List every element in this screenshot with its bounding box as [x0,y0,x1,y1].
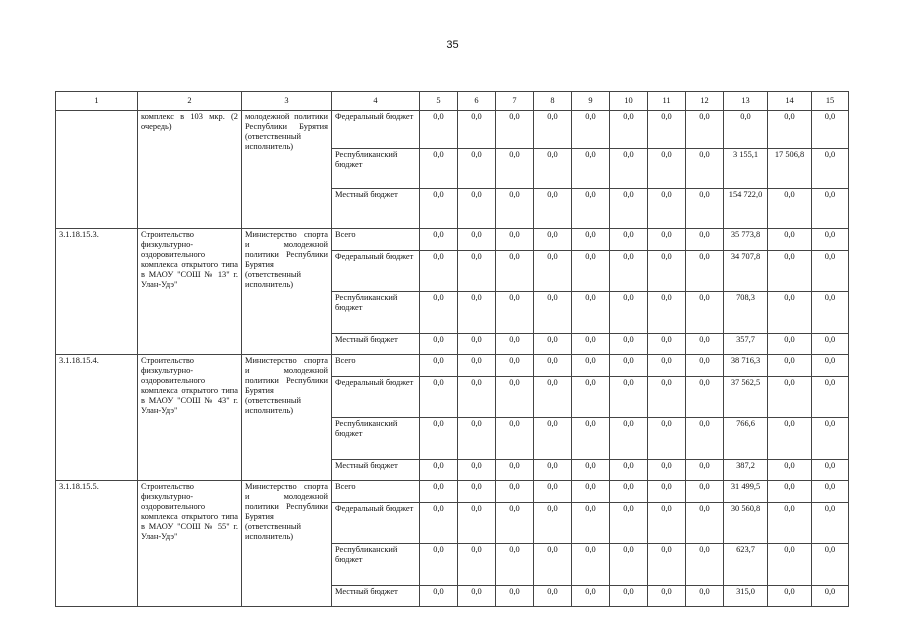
funding-source: Местный бюджет [332,189,420,229]
funding-value: 0,0 [496,418,534,460]
funding-value: 0,0 [534,355,572,377]
table-row [56,481,849,503]
funding-value: 0,0 [610,544,648,586]
funding-source: Республиканский бюджет [332,544,420,586]
funding-value: 0,0 [420,544,458,586]
funding-value: 0,0 [496,149,534,189]
funding-value: 0,0 [420,377,458,418]
funding-value: 0,0 [610,355,648,377]
funding-value: 0,0 [420,503,458,544]
funding-source: Всего [332,481,420,503]
column-header: 4 [332,92,420,111]
funding-value: 0,0 [610,189,648,229]
funding-value: 0,0 [648,292,686,334]
funding-value: 0,0 [686,586,724,607]
funding-value: 0,0 [686,481,724,503]
funding-value: 0,0 [458,111,496,149]
funding-value: 0,0 [534,503,572,544]
funding-value: 0,0 [458,460,496,481]
funding-value: 0,0 [610,251,648,292]
funding-value: 0,0 [534,251,572,292]
funding-value: 0,0 [458,481,496,503]
funding-value: 0,0 [648,149,686,189]
funding-value: 0,0 [496,292,534,334]
funding-source: Федеральный бюджет [332,111,420,149]
funding-value: 0,0 [768,586,812,607]
funding-value: 0,0 [458,503,496,544]
funding-value: 17 506,8 [768,149,812,189]
funding-value: 0,0 [420,334,458,355]
funding-value: 0,0 [812,481,849,503]
column-header: 1 [56,92,138,111]
funding-value: 0,0 [572,229,610,251]
funding-value: 0,0 [572,503,610,544]
funding-value: 0,0 [572,189,610,229]
funding-value: 315,0 [724,586,768,607]
funding-value: 0,0 [496,229,534,251]
funding-value: 0,0 [534,292,572,334]
column-header: 6 [458,92,496,111]
funding-value: 0,0 [496,377,534,418]
funding-value: 37 562,5 [724,377,768,418]
funding-value: 0,0 [768,460,812,481]
funding-value: 0,0 [496,544,534,586]
funding-value: 0,0 [610,111,648,149]
funding-value: 0,0 [768,503,812,544]
funding-value: 0,0 [610,334,648,355]
funding-value: 0,0 [768,229,812,251]
column-header: 10 [610,92,648,111]
funding-value: 0,0 [768,251,812,292]
funding-value: 0,0 [572,460,610,481]
funding-value: 0,0 [420,111,458,149]
funding-value: 35 773,8 [724,229,768,251]
funding-value: 0,0 [610,586,648,607]
funding-value: 0,0 [812,544,849,586]
table-row [56,111,849,149]
funding-value: 0,0 [686,460,724,481]
funding-value: 0,0 [458,418,496,460]
column-header: 13 [724,92,768,111]
funding-value: 0,0 [458,251,496,292]
measure-name: Строительство физкультурно-оздоровительного комплекса открытого типа в МАОУ "СОШ № 55" г. Улан-Удэ" [138,481,242,607]
measure-code: 3.1.18.15.3. [56,229,138,355]
funding-value: 0,0 [686,229,724,251]
funding-value: 0,0 [610,418,648,460]
funding-value: 0,0 [420,251,458,292]
table-body [56,92,849,607]
budget-table [55,91,849,607]
funding-value: 0,0 [768,418,812,460]
funding-value: 0,0 [812,251,849,292]
funding-value: 0,0 [686,149,724,189]
funding-source: Местный бюджет [332,460,420,481]
funding-value: 0,0 [496,355,534,377]
funding-value: 0,0 [534,586,572,607]
funding-value: 0,0 [610,229,648,251]
funding-value: 0,0 [648,189,686,229]
table-row [56,229,849,251]
funding-value: 0,0 [610,460,648,481]
funding-value: 0,0 [420,149,458,189]
funding-value: 623,7 [724,544,768,586]
funding-value: 0,0 [458,334,496,355]
funding-value: 0,0 [420,481,458,503]
funding-value: 0,0 [648,586,686,607]
funding-value: 0,0 [458,586,496,607]
funding-value: 0,0 [534,377,572,418]
funding-value: 0,0 [648,355,686,377]
funding-value: 0,0 [648,251,686,292]
funding-value: 0,0 [812,189,849,229]
funding-value: 0,0 [458,229,496,251]
funding-value: 387,2 [724,460,768,481]
funding-value: 0,0 [648,503,686,544]
column-header: 3 [242,92,332,111]
measure-name: Строительство физкультурно-оздоровительного комплекса открытого типа в МАОУ "СОШ № 43" г. Улан-Удэ" [138,355,242,481]
funding-value: 0,0 [768,189,812,229]
funding-value: 0,0 [812,586,849,607]
funding-value: 0,0 [648,544,686,586]
column-header: 15 [812,92,849,111]
funding-value: 0,0 [812,149,849,189]
funding-value: 0,0 [496,334,534,355]
funding-value: 0,0 [812,334,849,355]
funding-source: Республиканский бюджет [332,418,420,460]
funding-source: Республиканский бюджет [332,292,420,334]
funding-value: 0,0 [768,377,812,418]
column-header: 12 [686,92,724,111]
column-header: 11 [648,92,686,111]
funding-value: 0,0 [648,111,686,149]
funding-value: 0,0 [686,377,724,418]
funding-value: 0,0 [572,292,610,334]
responsible-executor: Министерство спорта и молодежной политики Республики Бурятия (ответственный исполнитель) [242,481,332,607]
funding-value: 0,0 [648,481,686,503]
funding-value: 0,0 [534,111,572,149]
funding-value: 0,0 [534,229,572,251]
funding-value: 0,0 [768,481,812,503]
funding-value: 357,7 [724,334,768,355]
responsible-executor: молодежной политики Республики Бурятия (ответственный исполнитель) [242,111,332,229]
funding-value: 0,0 [812,418,849,460]
funding-value: 3 155,1 [724,149,768,189]
funding-value: 0,0 [610,292,648,334]
funding-value: 0,0 [768,292,812,334]
measure-name: комплекс в 103 мкр. (2 очередь) [138,111,242,229]
funding-value: 0,0 [768,544,812,586]
funding-value: 0,0 [534,418,572,460]
funding-value: 0,0 [458,377,496,418]
funding-value: 0,0 [420,355,458,377]
funding-value: 0,0 [610,481,648,503]
funding-value: 0,0 [420,460,458,481]
funding-source: Местный бюджет [332,586,420,607]
funding-value: 708,3 [724,292,768,334]
funding-value: 0,0 [724,111,768,149]
funding-value: 0,0 [496,503,534,544]
funding-value: 34 707,8 [724,251,768,292]
funding-value: 0,0 [610,377,648,418]
funding-source: Федеральный бюджет [332,377,420,418]
header-row [56,92,849,111]
funding-value: 0,0 [648,460,686,481]
column-header: 14 [768,92,812,111]
funding-value: 0,0 [458,149,496,189]
column-header: 9 [572,92,610,111]
funding-source: Федеральный бюджет [332,503,420,544]
funding-value: 0,0 [420,189,458,229]
column-header: 5 [420,92,458,111]
funding-value: 0,0 [420,586,458,607]
page-number: 35 [446,39,459,51]
funding-value: 0,0 [496,111,534,149]
funding-value: 0,0 [496,189,534,229]
funding-value: 0,0 [686,111,724,149]
funding-value: 0,0 [812,355,849,377]
funding-value: 0,0 [420,418,458,460]
funding-value: 0,0 [572,544,610,586]
funding-value: 0,0 [572,334,610,355]
funding-value: 0,0 [686,418,724,460]
funding-value: 0,0 [812,292,849,334]
funding-value: 0,0 [648,418,686,460]
funding-value: 0,0 [768,111,812,149]
responsible-executor: Министерство спорта и молодежной политики Республики Бурятия (ответственный исполнитель) [242,229,332,355]
funding-value: 0,0 [496,586,534,607]
funding-value: 0,0 [686,189,724,229]
table-row [56,355,849,377]
funding-value: 0,0 [496,460,534,481]
funding-value: 0,0 [686,355,724,377]
funding-value: 0,0 [496,251,534,292]
funding-value: 0,0 [534,334,572,355]
funding-value: 0,0 [458,189,496,229]
funding-value: 0,0 [534,460,572,481]
funding-source: Всего [332,229,420,251]
funding-value: 38 716,3 [724,355,768,377]
funding-source: Всего [332,355,420,377]
funding-value: 0,0 [572,377,610,418]
funding-value: 0,0 [534,189,572,229]
column-header: 7 [496,92,534,111]
funding-value: 0,0 [458,292,496,334]
funding-value: 0,0 [610,503,648,544]
column-header: 8 [534,92,572,111]
funding-value: 0,0 [648,377,686,418]
funding-value: 0,0 [420,292,458,334]
funding-value: 0,0 [812,503,849,544]
funding-value: 0,0 [572,251,610,292]
funding-value: 0,0 [572,111,610,149]
measure-code [56,111,138,229]
funding-value: 0,0 [572,418,610,460]
column-header: 2 [138,92,242,111]
funding-value: 0,0 [534,544,572,586]
funding-value: 0,0 [648,229,686,251]
funding-value: 0,0 [686,503,724,544]
measure-code: 3.1.18.15.5. [56,481,138,607]
funding-value: 0,0 [812,229,849,251]
funding-value: 0,0 [458,544,496,586]
funding-value: 0,0 [572,586,610,607]
funding-source: Федеральный бюджет [332,251,420,292]
funding-value: 0,0 [572,355,610,377]
funding-value: 0,0 [812,460,849,481]
funding-value: 0,0 [534,481,572,503]
funding-value: 0,0 [648,334,686,355]
funding-source: Местный бюджет [332,334,420,355]
funding-value: 0,0 [572,149,610,189]
responsible-executor: Министерство спорта и молодежной политики Республики Бурятия (ответственный исполнитель) [242,355,332,481]
funding-value: 154 722,0 [724,189,768,229]
funding-value: 0,0 [686,251,724,292]
funding-value: 0,0 [812,377,849,418]
funding-value: 0,0 [768,334,812,355]
measure-name: Строительство физкультурно-оздоровительного комплекса открытого типа в МАОУ "СОШ № 13" г. Улан-Удэ" [138,229,242,355]
funding-value: 0,0 [458,355,496,377]
funding-value: 766,6 [724,418,768,460]
funding-value: 0,0 [610,149,648,189]
funding-source: Республиканский бюджет [332,149,420,189]
measure-code: 3.1.18.15.4. [56,355,138,481]
funding-value: 31 499,5 [724,481,768,503]
funding-value: 0,0 [534,149,572,189]
funding-value: 0,0 [572,481,610,503]
funding-value: 0,0 [686,544,724,586]
funding-value: 0,0 [686,334,724,355]
funding-value: 30 560,8 [724,503,768,544]
funding-value: 0,0 [768,355,812,377]
funding-value: 0,0 [496,481,534,503]
funding-value: 0,0 [420,229,458,251]
funding-value: 0,0 [812,111,849,149]
funding-value: 0,0 [686,292,724,334]
